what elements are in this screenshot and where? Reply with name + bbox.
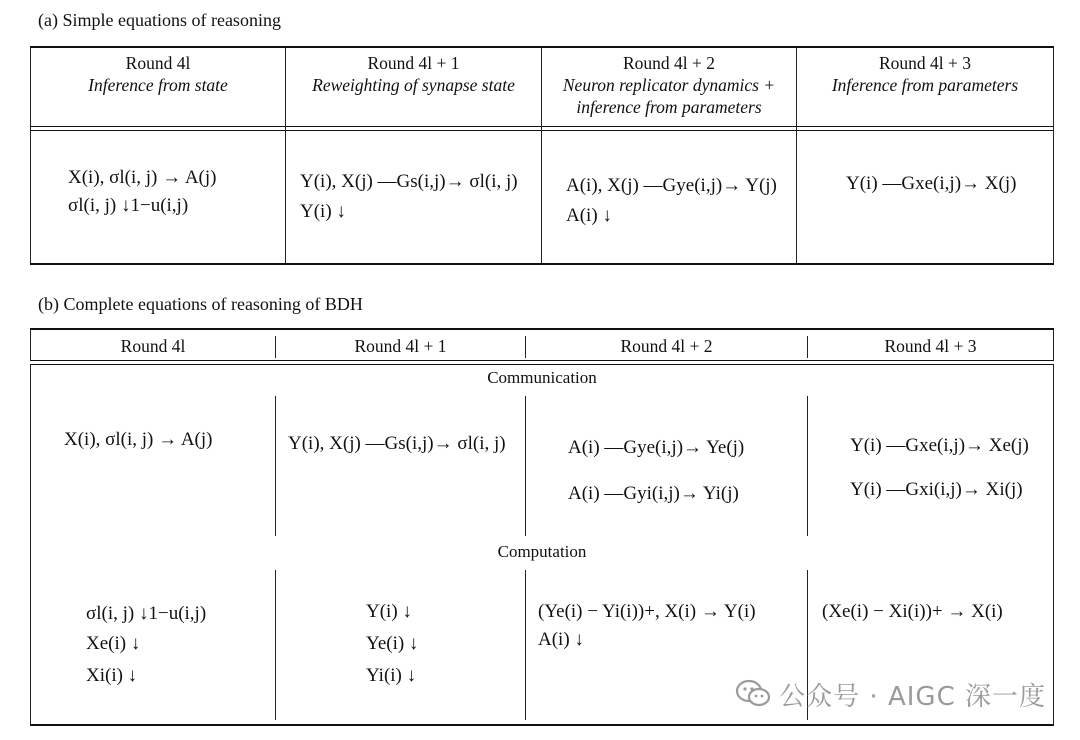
panel-a-header-1 — [31, 52, 285, 96]
computation-label: Computation — [497, 542, 587, 561]
header-title: Round 4l + 3 — [878, 53, 972, 73]
eq-b-comp-col4-1: (Xe(i) − Xi(i))+ → X(i) — [822, 601, 1003, 622]
panel-a-header-3 — [542, 52, 796, 118]
communication-label: Communication — [487, 368, 597, 387]
comp-divider-2 — [525, 570, 526, 720]
eq-b-comp-col1-3: Xi(i) ↓ — [86, 665, 138, 686]
eq-a-col1-1: X(i), σl(i, j) → A(j) — [68, 167, 217, 188]
eq-b-comp-col2-3: Yi(i) ↓ — [366, 665, 417, 686]
panel-b-caption: (b) Complete equations of reasoning of BDH — [38, 294, 363, 314]
header-title: Round 4l + 1 — [367, 53, 460, 73]
panel-b-header-rule — [30, 360, 1054, 361]
eq-b-comm-col4-1: Y(i) —Gxe(i,j)→ Xe(j) — [850, 435, 1029, 456]
header-subtitle: Reweighting of synapse state — [312, 75, 515, 95]
panel-a-right-border — [1053, 48, 1054, 263]
eq-b-comp-col1-2: Xe(i) ↓ — [86, 633, 141, 654]
panel-b-header-3 — [526, 335, 807, 357]
panel-a-top-rule — [30, 46, 1054, 48]
comp-divider-1 — [275, 570, 276, 720]
panel-a-bottom-rule — [30, 263, 1054, 265]
comm-divider-3 — [807, 396, 808, 536]
watermark — [735, 676, 1046, 716]
eq-a-col4-1: Y(i) —Gxe(i,j)→ X(j) — [846, 173, 1017, 194]
panel-b-header-4 — [808, 335, 1053, 357]
panel-b-right-border — [1053, 364, 1054, 724]
panel-a-header-rule-2 — [30, 130, 1054, 131]
panel-a-header-4 — [797, 52, 1053, 96]
eq-b-comm-col4-2: Y(i) —Gxi(i,j)→ Xi(j) — [850, 479, 1023, 500]
eq-b-comm-col2-1: Y(i), X(j) —Gs(i,j)→ σl(i, j) — [288, 433, 506, 454]
header-title: Round 4l + 1 — [354, 336, 447, 356]
eq-b-comp-col1-1: σl(i, j) ↓1−u(i,j) — [86, 603, 207, 624]
watermark-text: 公众号 · AIGC 深一度 — [779, 682, 1046, 712]
eq-b-comp-col2-1: Y(i) ↓ — [366, 601, 412, 622]
header-title: Round 4l + 3 — [884, 336, 977, 356]
eq-b-comm-col3-1: A(i) —Gye(i,j)→ Ye(j) — [568, 437, 745, 458]
eq-a-col2-1: Y(i), X(j) —Gs(i,j)→ σl(i, j) — [300, 171, 518, 192]
wechat-icon — [735, 679, 771, 716]
header-subtitle: Neuron replicator dynamics + inference from parameters — [562, 75, 776, 117]
panel-a-header-rule — [30, 126, 1054, 127]
header-title: Round 4l — [120, 336, 186, 356]
eq-b-comp-col3-1: (Ye(i) − Yi(i))+, X(i) → Y(i) — [538, 601, 756, 622]
eq-b-comm-col3-2: A(i) —Gyi(i,j)→ Yi(j) — [568, 483, 739, 504]
eq-b-comm-col1-1: X(i), σl(i, j) → A(j) — [64, 429, 213, 450]
panel-a-caption: (a) Simple equations of reasoning — [38, 10, 281, 30]
header-title: Round 4l — [125, 53, 191, 73]
eq-a-col3-2: A(i) ↓ — [566, 205, 612, 226]
header-title: Round 4l + 2 — [622, 53, 716, 73]
header-subtitle: Inference from state — [88, 75, 228, 95]
panel-b-header-rule-2 — [30, 364, 1054, 365]
eq-b-comp-col3-2: A(i) ↓ — [538, 629, 584, 650]
header-subtitle: Inference from parameters — [831, 75, 1019, 95]
panel-b-header-1 — [31, 335, 275, 357]
panel-b-top-rule — [30, 328, 1054, 330]
eq-a-col2-2: Y(i) ↓ — [300, 201, 346, 222]
comm-divider-2 — [525, 396, 526, 536]
panel-b-header-2 — [276, 335, 525, 357]
panel-b-bottom-rule — [30, 724, 1054, 726]
eq-a-col3-1: A(i), X(j) —Gye(i,j)→ Y(j) — [566, 175, 777, 196]
eq-b-comp-col2-2: Ye(i) ↓ — [366, 633, 419, 654]
eq-a-col1-2: σl(i, j) ↓1−u(i,j) — [68, 195, 189, 216]
panel-b-right-border-header — [1053, 330, 1054, 360]
comm-divider-1 — [275, 396, 276, 536]
panel-a-header-2 — [286, 52, 541, 96]
header-title: Round 4l + 2 — [620, 336, 713, 356]
